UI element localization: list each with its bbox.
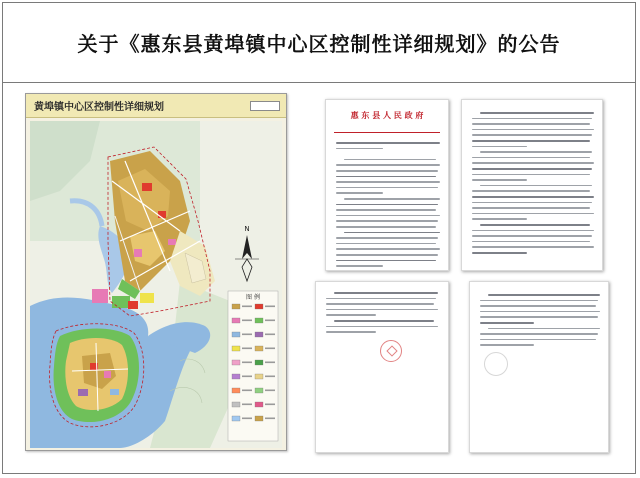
document-text-line: [336, 226, 436, 228]
document-text-line: [472, 241, 590, 243]
document-text-line: [336, 220, 438, 222]
title-bar: [3, 3, 635, 83]
document-page-signature: [315, 281, 449, 453]
planning-map-sheet: [25, 93, 287, 451]
document-text-line: [336, 254, 438, 256]
document-text-line: [472, 123, 590, 125]
document-text-line: [472, 235, 592, 237]
document-page-approval: [325, 99, 449, 271]
legend-swatch: [255, 388, 263, 393]
document-text-line: [488, 328, 600, 330]
document-text-line: [334, 320, 434, 322]
document-text-line: [472, 162, 594, 164]
document-text-line: [472, 196, 594, 198]
document-text-line: [336, 204, 438, 206]
legend-label-line: [242, 362, 252, 364]
document-text-line: [472, 134, 592, 136]
land-use-map: [30, 121, 282, 448]
document-text-line: [480, 333, 598, 335]
document-text-line: [472, 157, 590, 159]
legend-swatch: [255, 416, 263, 421]
document-text-line: [480, 300, 598, 302]
document-text-line: [326, 331, 376, 333]
legend-swatch: [232, 374, 240, 379]
legend-swatch: [232, 346, 240, 351]
document-text-line: [326, 314, 376, 316]
legend-swatch: [232, 318, 240, 323]
legend-label-line: [265, 362, 275, 364]
legend-swatch: [232, 360, 240, 365]
document-text-line: [336, 243, 436, 245]
document-text-line: [472, 218, 527, 220]
document-text-line: [336, 142, 440, 144]
faint-seal-icon: [484, 352, 508, 376]
document-text-line: [336, 260, 436, 262]
legend-label-line: [265, 306, 275, 308]
legend-swatch: [232, 304, 240, 309]
legend-label-line: [242, 418, 252, 420]
legend-swatch: [232, 416, 240, 421]
document-text-line: [480, 344, 534, 346]
document-text-line: [472, 230, 594, 232]
document-text-line: [336, 164, 440, 166]
legend-label-line: [242, 334, 252, 336]
document-text-line: [480, 316, 598, 318]
document-text-line: [472, 168, 592, 170]
document-text-line: [336, 248, 440, 250]
document-text-line: [336, 176, 436, 178]
map-title-block: [250, 101, 280, 111]
document-text-line: [336, 215, 440, 217]
document-text-line: [472, 174, 590, 176]
legend-label-line: [242, 390, 252, 392]
legend-label-line: [265, 348, 275, 350]
map-header: [26, 94, 286, 118]
legend-swatch: [255, 318, 263, 323]
document-text-line: [472, 213, 594, 215]
document-text-line: [344, 232, 440, 234]
legend-swatch: [255, 402, 263, 407]
legend-label-line: [265, 376, 275, 378]
document-text-line: [336, 170, 438, 172]
document-text-line: [472, 252, 527, 254]
document-text-line: [480, 305, 596, 307]
legend-label-line: [265, 418, 275, 420]
document-text-line: [472, 202, 592, 204]
document-text-line: [326, 309, 438, 311]
document-text-line: [334, 292, 438, 294]
document-text-line: [472, 129, 594, 131]
document-text-line: [472, 146, 527, 148]
document-text-line: [336, 181, 440, 183]
header-red-rule: [334, 132, 440, 133]
legend-swatch: [255, 332, 263, 337]
document-text-line: [326, 298, 436, 300]
document-text-line: [472, 246, 594, 248]
legend-label-line: [242, 306, 252, 308]
legend-label-line: [242, 404, 252, 406]
document-text-line: [472, 140, 590, 142]
document-text-line: [480, 185, 592, 187]
document-text-line: [336, 187, 438, 189]
document-text-line: [472, 207, 590, 209]
announcement-title: 关于《惠东县黄埠镇中心区控制性详细规划》的公告: [77, 32, 561, 56]
legend-label-line: [242, 376, 252, 378]
document-text-line: [336, 209, 436, 211]
document-text-line: [336, 148, 383, 150]
compass-label: N: [244, 225, 250, 233]
document-text-line: [336, 192, 383, 194]
document-text-line: [488, 294, 600, 296]
legend-swatch: [232, 332, 240, 337]
document-text-line: [344, 198, 440, 200]
legend-title: 图 例: [246, 294, 260, 301]
map-title: 黄埠镇中心区控制性详细规划: [34, 102, 164, 113]
document-text-line: [336, 237, 438, 239]
official-seal-icon: [380, 340, 402, 362]
legend-label-line: [242, 320, 252, 322]
document-text-line: [480, 311, 600, 313]
document-page-text-right: [461, 99, 603, 271]
document-text-line: [472, 118, 592, 120]
legend-swatch: [255, 374, 263, 379]
legend-swatch: [255, 346, 263, 351]
document-text-line: [336, 265, 383, 267]
legend-label-line: [265, 390, 275, 392]
legend-label-line: [265, 320, 275, 322]
document-text-line: [344, 159, 436, 161]
document-text-line: [326, 303, 434, 305]
document-page-text-bottom: [469, 281, 609, 453]
document-text-line: [472, 190, 590, 192]
government-header: 惠 东 县 人 民 政 府: [350, 110, 424, 120]
document-text-line: [480, 224, 590, 226]
legend-label-line: [265, 404, 275, 406]
document-text-line: [480, 151, 592, 153]
legend-swatch: [232, 402, 240, 407]
legend-label-line: [265, 334, 275, 336]
announcement-frame: [2, 2, 636, 474]
legend-label-line: [242, 348, 252, 350]
legend-swatch: [232, 388, 240, 393]
document-text-line: [480, 322, 534, 324]
document-text-line: [480, 112, 594, 114]
map-legend: [228, 291, 278, 441]
document-text-line: [472, 179, 527, 181]
document-text-line: [326, 326, 438, 328]
document-text-line: [480, 339, 596, 341]
legend-swatch: [255, 360, 263, 365]
legend-swatch: [255, 304, 263, 309]
